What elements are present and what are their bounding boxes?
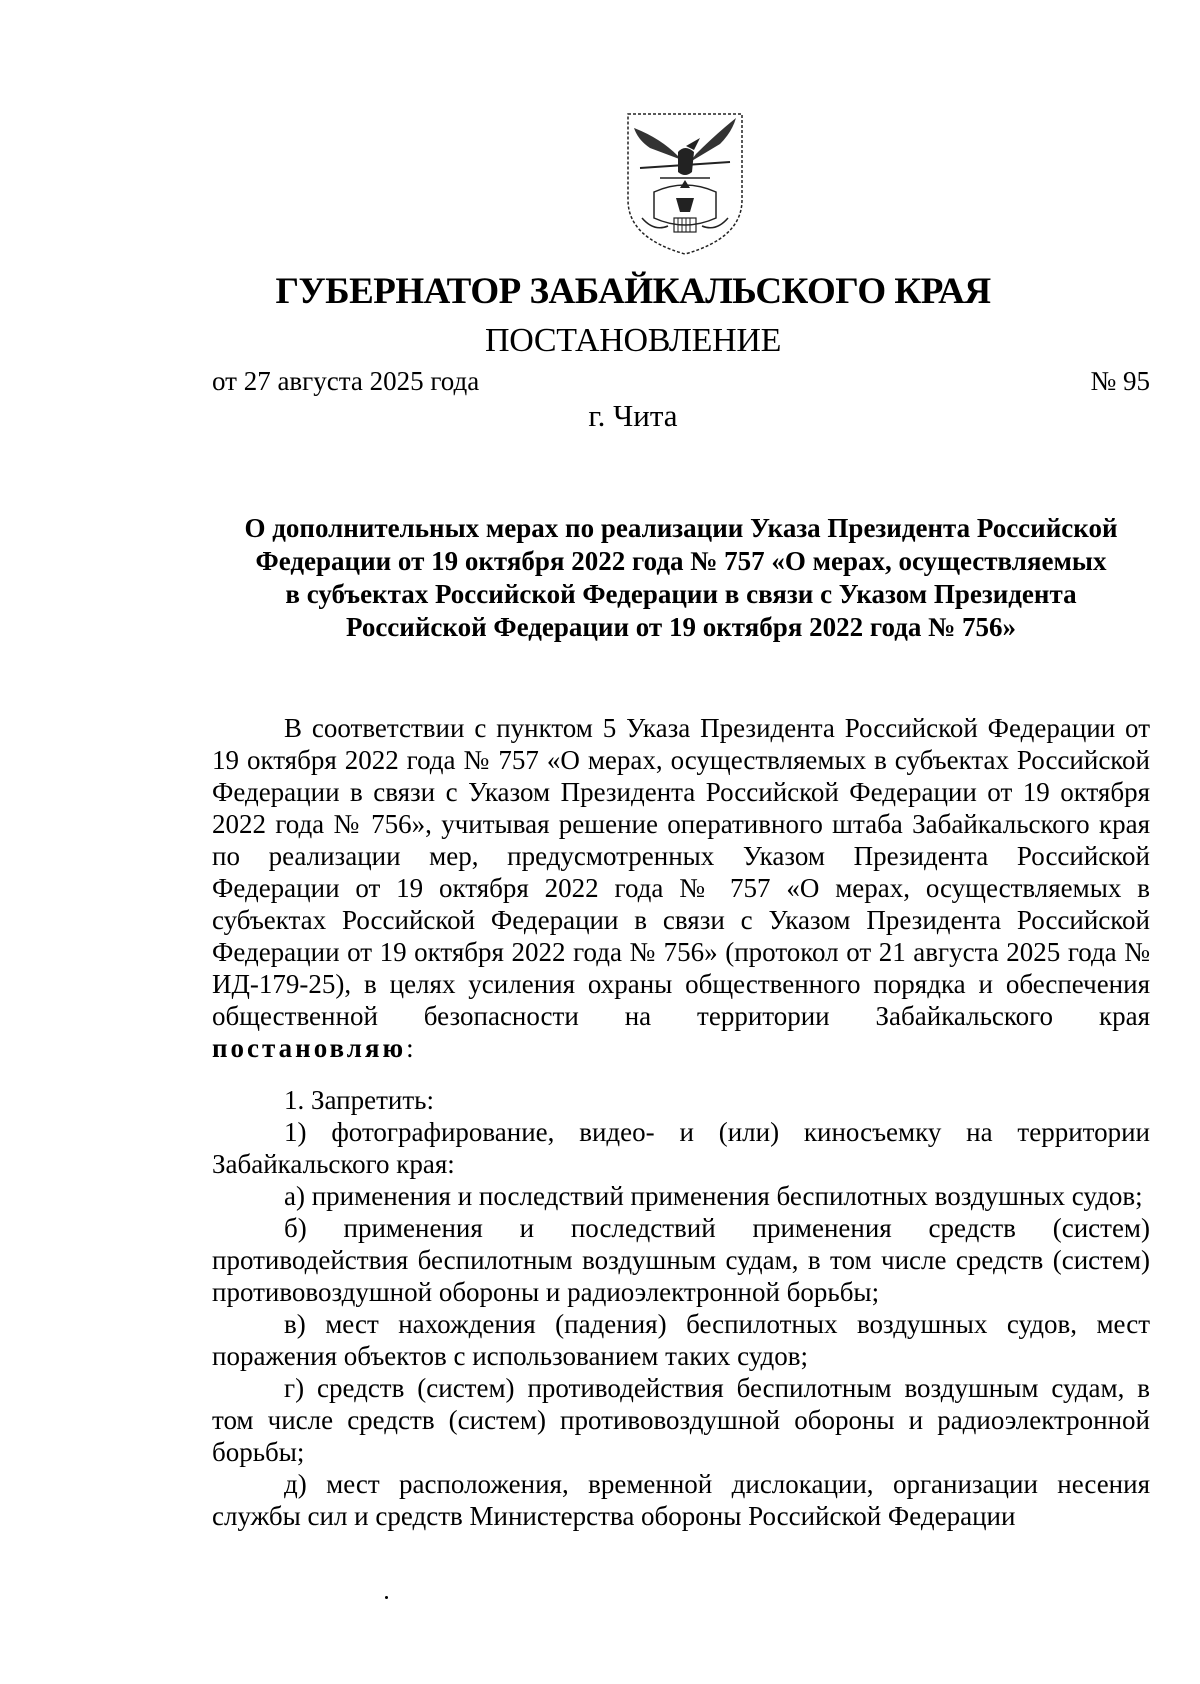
decree-colon: : (406, 1033, 414, 1063)
document-city: г. Чита (588, 398, 678, 433)
document-body (212, 712, 1150, 1532)
item-b: б) применения и последствий применения средств (систем) противодействия беспилотным воздушным судам, в том числе средств (систем) противовоздушной обороны и радиоэлектронной борьбы; (212, 1213, 1150, 1307)
decree-word: постановляю (212, 1033, 407, 1063)
item-v: в) мест нахождения (падения) беспилотных воздушных судов, мест поражения объектов с использованием таких судов; (212, 1309, 1150, 1371)
item-a: а) применения и последствий применения беспилотных воздушных судов; (284, 1181, 1143, 1211)
document-type: ПОСТАНОВЛЕНИЕ (484, 322, 782, 359)
item-1-1: 1) фотографирование, видео- и (или) киносъемку на территории Забайкальского края: (212, 1117, 1150, 1179)
subject-line: О дополнительных мерах по реализации Указа Президента Российской (244, 513, 1118, 543)
item-d: д) мест расположения, временной дислокации, организации несения службы сил и средств Министерства обороны Российской Федерации (212, 1469, 1150, 1531)
subject-line: Федерации от 19 октября 2022 года № 757 «О мерах, осуществляемых (255, 546, 1107, 576)
document-date: от 27 августа 2025 года (212, 366, 480, 396)
document-number: № 95 (1090, 366, 1150, 396)
item-1: 1. Запретить: (284, 1085, 434, 1115)
item-g: г) средств (систем) противодействия беспилотным воздушным судам, в том числе средств (систем) противовоздушной обороны и радиоэлектронной борьбы; (212, 1373, 1150, 1467)
authority-title: ГУБЕРНАТОР ЗАБАЙКАЛЬСКОГО КРАЯ (275, 271, 991, 312)
document-subject (212, 512, 1150, 644)
subject-line: Российской Федерации от 19 октября 2022 года № 756» (346, 612, 1016, 642)
coat-of-arms-icon (620, 108, 750, 258)
preamble-text: В соответствии с пунктом 5 Указа Президента Российской Федерации от 19 октября 2022 года № 757 «О мерах, осуществляемых в субъектах Российской Федерации в связи с Указом Президента Российской Федерации от 19 октября 2022 года № 756», учитывая решение оперативного штаба Забайкальского края по реализации мер, предусмотренных Указом Президента Российской Федерации от 19 октября 2022 года № 757 «О мерах, осуществляемых в субъектах Российской Федерации в связи с Указом Президента Российской Федерации от 19 октября 2022 года № 756» (протокол от 21 августа 2025 года № ИД-179-25), в целях усиления охраны общественного порядка и обеспечения общественной безопасности на территории Забайкальского края (212, 713, 1150, 1031)
subject-line: в субъектах Российской Федерации в связи с Указом Президента (285, 579, 1077, 609)
preamble-paragraph (212, 712, 1150, 1064)
scan-speck (385, 1596, 388, 1599)
